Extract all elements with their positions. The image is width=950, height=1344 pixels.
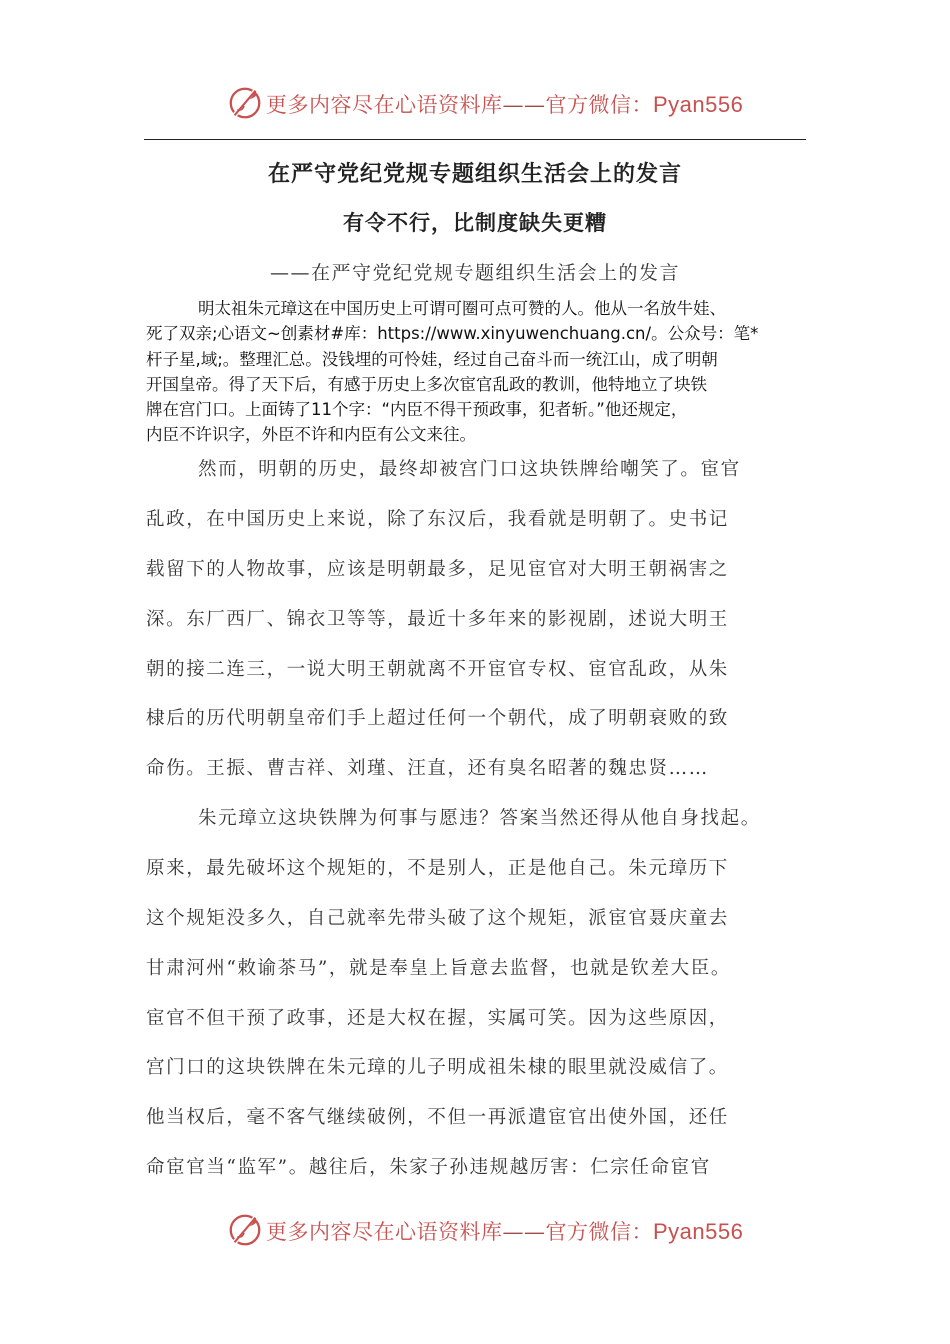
text-line: 牌在宫门口。上面铸了11个字：“内臣不得干预政事，犯者斩。”他还规定， (146, 400, 688, 420)
text-line: 朱元璋立这块铁牌为何事与愿违？答案当然还得从他自身找起。 (198, 808, 761, 829)
text-line: 明太祖朱元璋这在中国历史上可谓可圈可点可赞的人。他从一名放牛娃、 (198, 299, 726, 318)
page-byline: ——在严守党纪党规专题组织生活会上的发言 (269, 262, 680, 284)
paragraph-eunuchs (146, 445, 846, 794)
header-divider (144, 139, 806, 140)
header-brand (0, 82, 950, 126)
text-line: 乱政，在中国历史上来说，除了东汉后，我看就是明朝了。史书记 (146, 508, 729, 530)
wechat-id: Pyan556 (653, 92, 744, 117)
text-line: 宫门口的这块铁牌在朱元璋的儿子明成祖朱棣的眼里就没威信了。 (146, 1057, 729, 1079)
quill-logo-icon (226, 1211, 264, 1249)
page-subtitle: 有令不行，比制度缺失更糟 (343, 210, 607, 235)
text-line: 棣后的历代明朝皇帝们手上超过任何一个朝代，成了明朝衰败的致 (146, 708, 729, 730)
footer-brand (0, 1209, 950, 1253)
text-line: 死了双亲;心语文~创素材#库：https://www.xinyuwenchuang.cn/。公众号：笔* (146, 324, 759, 344)
text-line: 然而，明朝的历史，最终却被宫门口这块铁牌给嘲笑了。宦官 (198, 459, 741, 480)
text-line: 内臣不许识字，外臣不许和内臣有公文来往。 (146, 425, 476, 445)
text-line: 杆子星,域;。整理汇总。没钱埋的可怜娃，经过自己奋斗而一统江山，成了明朝 (146, 349, 718, 369)
text-line: 甘肃河州“敕谕茶马”，就是奉皇上旨意去监督，也就是钦差大臣。 (146, 957, 731, 979)
header-brand-text: 更多内容尽在心语资料库——官方微信：Pyan556 (266, 92, 744, 117)
text-line: 命伤。王振、曹吉祥、刘瑾、汪直，还有臭名昭著的魏忠贤…… (146, 758, 709, 780)
text-line: 深。东厂西厂、锦衣卫等等，最近十多年来的影视剧，述说大明王 (146, 608, 729, 630)
page-title: 在严守党纪党规专题组织生活会上的发言 (267, 161, 682, 187)
text-line: 载留下的人物故事，应该是明朝最多，足见宦官对大明王朝祸害之 (146, 558, 729, 580)
text-line: 原来，最先破坏这个规矩的，不是别人，正是他自己。朱元璋历下 (146, 857, 729, 879)
paragraph-intro (146, 296, 814, 448)
text-line: 这个规矩没多久，自己就率先带头破了这个规矩，派宦官聂庆童去 (146, 907, 729, 929)
text-line: 朝的接二连三，一说大明王朝就离不开宦官专权、宦官乱政，从朱 (146, 658, 729, 680)
text-line: 开国皇帝。得了天下后，有感于历史上多次宦官乱政的教训，他特地立了块铁 (146, 374, 707, 394)
wechat-id: Pyan556 (653, 1219, 744, 1244)
footer-brand-text: 更多内容尽在心语资料库——官方微信：Pyan556 (266, 1219, 744, 1244)
text-line: 他当权后，毫不客气继续破例，不但一再派遣宦官出使外国，还任 (146, 1107, 729, 1129)
quill-logo-icon (226, 84, 264, 122)
paragraph-iron-plate (146, 794, 846, 1193)
text-line: 宦官不但干预了政事，还是大权在握，实属可笑。因为这些原因， (146, 1007, 729, 1029)
text-line: 命宦官当“监军”。越往后，朱家子孙违规越厉害：仁宗任命宦官 (146, 1157, 711, 1179)
